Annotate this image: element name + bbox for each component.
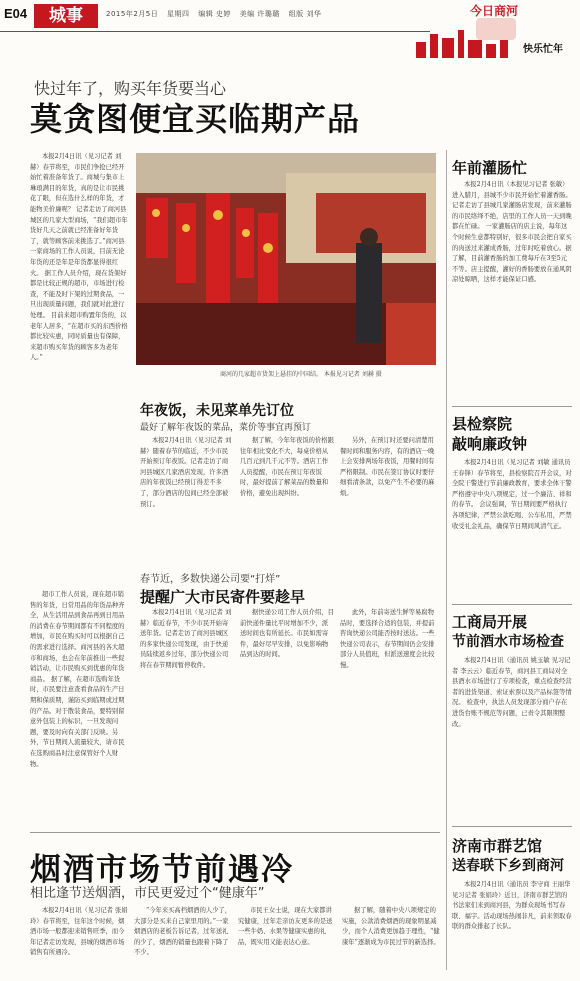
express-column-2 xyxy=(240,608,334,778)
sidebar-title-2a: 县检察院 xyxy=(452,415,513,433)
sidebar-story-3 xyxy=(452,656,572,816)
lead-kicker: 快过年了，购买年货要当心 xyxy=(34,79,227,98)
sidebar-title-2b: 敲响廉政钟 xyxy=(452,435,528,453)
sidebar-story-2 xyxy=(452,458,572,598)
dinner-subtitle: 最好了解年夜饭的菜品，菜价等事宜再预订 xyxy=(140,423,312,433)
market-photo xyxy=(136,153,436,365)
sidebar-body-4: 本报2月4日讯（通讯员 李守商 王丽华 见习记者 张娟玲）近日，济南市群艺馆的书法家们来到商河县，为群众现场书写春联、福字。活动现场热闹非凡，前来领取春联的群众排起了长队。 xyxy=(452,881,572,931)
sidebar-title-3b: 节前酒水市场检查 xyxy=(452,634,564,650)
liquor-body-2: “今年来买高档烟酒的人少了，大部分是买来自己家里用的。”一家烟酒店的老板告诉记者，过年送礼的少了，烟酒的销量也跟着下降了不少。 xyxy=(134,907,232,957)
liquor-column-4 xyxy=(342,906,440,976)
lead-column-2 xyxy=(30,590,128,780)
dinner-title: 年夜饭，未见菜单先订位 xyxy=(140,403,294,419)
liquor-body-4: 据了解，随着中央八项规定的实施，公款消费烟酒的现象明显减少，而个人消费更加趋于理性，“健康年”逐渐成为市民过节的新选择。 xyxy=(342,907,440,946)
liquor-column-3 xyxy=(238,906,336,976)
market-photo-illustration xyxy=(136,153,436,365)
sidebar-title-1: 年前灌肠忙 xyxy=(452,159,528,177)
express-body-3: 此外，年前寄送生鲜等易腐物品时，要选择合适的包装，并提前咨询快递公司能否按时送达。一些快递公司表示，春节期间仍会安排部分人员值班，但派送速度会比较慢。 xyxy=(340,609,435,669)
sidebar-rule-2 xyxy=(452,604,572,605)
dinner-column-2 xyxy=(240,436,334,556)
section-label: 城事 xyxy=(34,4,98,28)
liquor-body-1: 本报2月4日讯（见习记者 张娟玲）春节将至，往年这个时候，烟酒市场一般都迎来销售旺季，而今年记者走访发现，县城的烟酒市场销售有所遇冷。 xyxy=(30,907,128,957)
meta-editor: 编辑 史婷 xyxy=(198,10,231,18)
photo-caption: 商河的几家超市货架上悬挂的中国结。 本报见习记者 刘赫 摄 xyxy=(220,371,382,378)
dinner-column-3 xyxy=(340,436,436,556)
liquor-column-2 xyxy=(134,906,232,976)
liquor-subtitle: 相比逢节送烟酒，市民更爱过个“健康年” xyxy=(30,886,265,901)
express-title: 提醒广大市民寄件要趁早 xyxy=(140,588,306,606)
meta-designer: 美编 许璐璐 xyxy=(239,10,280,18)
mascot-logo xyxy=(476,18,516,40)
page-number: E04 xyxy=(4,6,28,21)
sidebar-title-4a: 济南市群艺馆 xyxy=(452,837,543,855)
brand-name: 今日商河 xyxy=(470,4,519,18)
sidebar-story-4 xyxy=(452,880,572,976)
express-column-3 xyxy=(340,608,436,778)
express-kicker: 春节近，多数快递公司要“打烊” xyxy=(140,574,281,585)
sidebar-rule-3 xyxy=(452,826,572,827)
meta-date: 2015年2月5日 xyxy=(106,10,159,18)
meta-layout: 组版 刘华 xyxy=(288,10,322,18)
sidebar-title-3a: 工商局开展 xyxy=(452,613,528,631)
dinner-body-2: 据了解，今年年夜饭的价格跟往年相比变化不大，每桌价格从几百元到几千元不等。酒店工作人员提醒，市民在预订年夜饭时，最好提前了解菜品的数量和价格，避免出现纠纷。 xyxy=(240,437,334,497)
section-divider xyxy=(30,832,440,833)
issue-meta xyxy=(106,9,327,19)
liquor-column-1 xyxy=(30,906,128,976)
lead-column-1 xyxy=(30,152,128,585)
sidebar-body-1: 本报2月4日讯（本报见习记者 张敏）进入腊月，县城不少市民开始忙着灌香肠。记者走访了县城几家灌肠店发现，前来灌肠的市民络绎不绝，店里的工作人员一天到晚都在忙碌。 一家灌肠店的店主说，每年这个时候生意都特别好，很多市民会把自家买的肉送过来灌成香肠，过年时吃着放心。据了解，目前灌香肠的加工费每斤在3至5元不等。店主提醒，灌好的香肠要放在通风阴凉处晾晒，这样才能保证口感。 xyxy=(452,181,572,284)
dinner-body-3: 另外，在预订时还要问清楚用餐时间和服务内容，有的酒店一晚上会安排两场年夜饭，用餐时间有严格限制。市民在签订协议时要仔细看清条款，以免产生不必要的麻烦。 xyxy=(340,437,435,497)
sidebar-rule-1 xyxy=(452,406,572,407)
dinner-column-1 xyxy=(140,436,234,556)
express-body-1: 本报2月4日讯（见习记者 刘赫）临近春节，不少市民开始寄送年货。记者走访了商河县城区的多家快递公司发现，由于快递员陆续返乡过年，部分快递公司将在春节期间暂停收件。 xyxy=(140,609,232,669)
sidebar-title-4b: 送春联下乡到商河 xyxy=(452,858,564,874)
sidebar-body-3: 本报2月4日讯（通讯员 姚玉敏 见习记者 李云云）临近春节，商河县工商局对全县酒水市场进行了专项检查，重点检查经营者的进货渠道、索证索票以及产品标签等情况。 检查中，执法人员发现部分商户存在进货台账不规范等问题，已责令其限期整改。 xyxy=(452,657,572,728)
sidebar-body-2: 本报2月4日讯（见习记者 刘敏 通讯员 王春锋）春节将至，县检察院召开会议，对全院干警进行节前廉政教育，要求全体干警严格遵守中央八项规定，过一个廉洁、祥和的春节。 会议强调，节日期间要严格执行各项纪律，严禁公款吃喝、公车私用，严禁收受礼金礼品，确保节日期间风清气正。 xyxy=(452,459,572,530)
liquor-title: 烟酒市场节前遇冷 xyxy=(30,852,294,888)
lead-body-2: 超市工作人员说，现在超市销售的年货，日常用品的年货品种齐全，从生活用品到食品再到日用品的消费在春节期间都有不同程度的增加，市民在购买时可以根据自己的需求进行选择。商河县的各大超市和商场，也会在年前推出一些促销活动，让市民购买到优惠的年货商品。 据了解，在超市选购年货时，市民要注意查看食品的生产日期和保质期，谨防买到临期或过期的产品。对于散装食品，要特别留意外包装上的标识，一旦发现问题，要及时向有关部门反映。另外，节日期间人流量较大，请市民在选购商品时注意保管好个人财物。 xyxy=(30,591,125,768)
sidebar-divider xyxy=(446,150,447,970)
express-body-2: 据快递公司工作人员介绍，目前快递件量比平时增加不少，派送时间也有所延长。市民如需寄件，最好尽早安排，以免影响物品到达的时间。 xyxy=(240,609,334,659)
sidebar-story-1 xyxy=(452,180,572,398)
liquor-body-3: 市民王女士说，现在大家都讲究健康，过年走亲访友更多的是送一些牛奶、水果等健康实惠的礼品，既实用又能表达心意。 xyxy=(238,907,333,946)
lead-headline: 莫贪图便宜买临期产品 xyxy=(30,100,361,138)
dinner-body-1: 本报2月4日讯（见习记者 刘赫）随着春节的临近，不少市民开始预订年夜饭。记者走访了商河县城区几家酒店发现，许多酒店的年夜饭已经预订得差不多了，部分酒店的包间已经全部被预订。 xyxy=(140,437,232,508)
subsection-label: 快乐忙年 xyxy=(523,44,563,55)
header-rule xyxy=(0,31,430,32)
lead-body-1: 本报2月4日讯（见习记者 刘赫）春节将至，市民们争抢已经开始忙着准备年货了。商城与集市上琳琅满目的年货，真的是让市民挑花了眼，但在选什么样的年货，才能物美价廉呢？ 记者走访了商河县城区的几家大型商场，“我们超市年货好几天之前就已经准备好年货了，就等顾客前来挑选了。”商河县一家商场的工作人员说，目前无论年货的还是年是年货都显得很红火。 据工作人员介绍，现在货架好都是比较正规的超市，市场进行检查，不能及时下架的过期食品，一旦出现质量问题，我们就对此进行处理。 目前来超市购置年货的，以老年人居多，“在超市买的东西价格都比较实惠，同时质量也有保障，来超市购买年货的顾客多为老年人。” xyxy=(30,153,128,362)
express-column-1 xyxy=(140,608,234,778)
meta-weekday: 星期四 xyxy=(166,10,190,18)
page-header xyxy=(0,0,580,62)
